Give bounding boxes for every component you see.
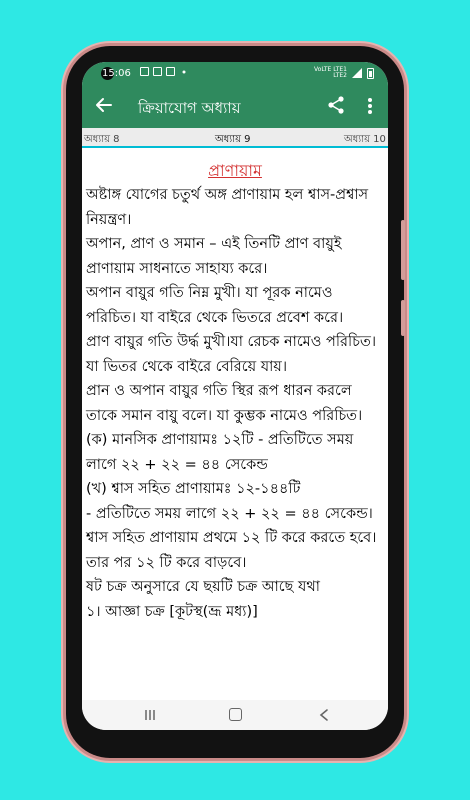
network-label-2: LTE2 — [333, 72, 347, 79]
back-arrow-icon[interactable] — [94, 95, 114, 115]
paragraph: ষট চক্র অনুসারে যে ছয়টি চক্র আছে যথা — [86, 579, 320, 595]
image-icon — [166, 67, 175, 76]
volume-button — [401, 220, 405, 280]
chapter-content[interactable] — [82, 148, 388, 700]
status-time: 15:06 — [102, 68, 131, 79]
tab-previous-chapter[interactable]: অধ্যায় 8 — [84, 134, 120, 145]
paragraph: - প্রতিটিতে সময় লাগে ২২ + ২২ = ৪৪ সেকেন্ড। শ্বাস সহিত প্রাণায়াম প্রথমে ১২ টি করে করতে হবে। তার পর ১২ টি করে বাড়বে। — [86, 505, 377, 571]
system-back-icon[interactable] — [318, 708, 330, 722]
paragraph: অপান বায়ুর গতি নিম্ন মুখী। যা পূরক নামেও পরিচিত। যা বাইরে থেকে ভিতরে প্রবেশ করে। — [86, 285, 344, 326]
paragraph: (ক) মানসিক প্রাণায়ামঃ ১২টি - প্রতিটিতে সময় লাগে ২২ + ২২ = ৪৪ সেকেন্ড — [86, 432, 354, 473]
tab-current-chapter[interactable]: অধ্যায় 9 — [215, 134, 251, 145]
tab-next-chapter[interactable]: অধ্যায় 10 — [344, 134, 386, 145]
paragraph: প্রান ও অপান বায়ুর গতি স্থির রূপ ধারন করলে তাকে সমান বায়ু বলে। যা কুম্ভক নামেও পরিচিত। — [86, 383, 363, 424]
status-right — [314, 67, 374, 79]
power-button — [401, 300, 405, 336]
image-icon — [153, 67, 162, 76]
paragraph: প্রাণ বায়ুর গতি উর্দ্ধ মুখী।যা রেচক নামেও পরিচিত। যা ভিতর থেকে বাইরে বেরিয়ে যায়। — [86, 334, 377, 375]
status-bar — [82, 62, 388, 86]
battery-icon — [367, 68, 374, 79]
app-toolbar — [82, 86, 388, 128]
network-label: VoLTE LTE1 — [314, 66, 347, 73]
paragraph: অপান, প্রাণ ও সমান – এই তিনটি প্রাণ বায়ুই প্রাণায়াম সাধনাতে সাহায্য করে। — [86, 236, 342, 277]
section-heading: প্রাণায়াম — [208, 161, 262, 180]
network-indicator — [314, 67, 347, 79]
paragraph: অষ্টাঙ্গ যোগের চতুর্থ অঙ্গ প্রাণায়াম হল শ্বাস-প্রশ্বাস নিয়ন্ত্রণ। — [86, 187, 369, 228]
notification-icon — [140, 67, 149, 76]
paragraph: ১। আজ্ঞা চক্র [কূটস্থ(ভ্রূ মধ্য)] — [86, 603, 258, 620]
paragraph: (খ) শ্বাস সহিত প্রাণায়ামঃ ১২-১৪৪টি — [86, 481, 301, 497]
chapter-tabs — [82, 128, 388, 148]
phone-screen — [82, 62, 388, 730]
share-icon[interactable] — [326, 95, 346, 115]
chapter-text — [86, 183, 384, 624]
recents-icon[interactable] — [144, 709, 156, 721]
page-title: ক্রিয়াযোগ অধ্যায় — [138, 99, 241, 117]
more-notifications-icon — [179, 67, 189, 76]
home-icon[interactable] — [229, 708, 242, 721]
notification-icons — [140, 67, 189, 76]
system-nav-bar — [82, 700, 388, 730]
more-options-icon[interactable] — [364, 95, 376, 117]
signal-icon — [352, 68, 362, 78]
